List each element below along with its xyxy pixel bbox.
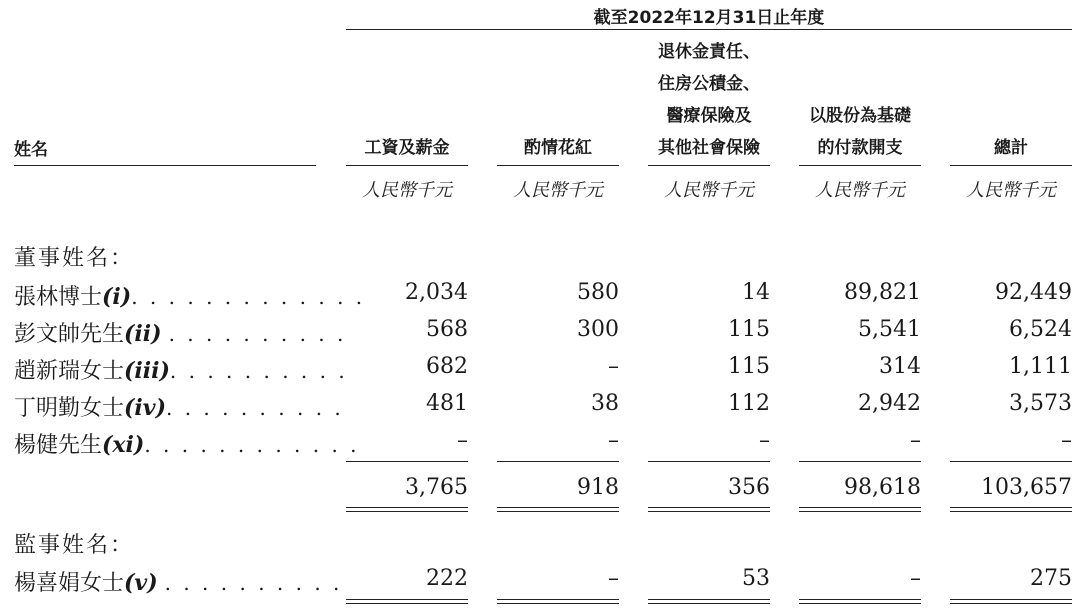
note-ref: (xi) xyxy=(102,432,145,458)
director-row-name xyxy=(14,428,360,459)
total-header-rule xyxy=(950,165,1072,166)
pension-column-header xyxy=(648,36,770,164)
pension-header-line-2: 住房公積金、 xyxy=(658,74,760,94)
bonus-cell: – xyxy=(608,566,619,591)
pension-cell: 115 xyxy=(728,354,770,379)
person-name: 張林博士 xyxy=(14,285,103,310)
bonus-cell: 580 xyxy=(577,280,619,305)
double-underline xyxy=(648,599,770,604)
salary-cell: 568 xyxy=(426,317,468,342)
total-cell: 92,449 xyxy=(995,280,1072,305)
note-ref: (i) xyxy=(102,284,132,310)
unit-label: 人民幣千元 xyxy=(815,180,905,201)
pension-header-line-3: 醫療保險及 xyxy=(666,106,752,126)
bonus-header-rule xyxy=(497,165,619,166)
bonus-cell: 38 xyxy=(591,391,619,416)
share-payment-column-header xyxy=(799,100,921,164)
salary-header-rule xyxy=(346,165,468,166)
subtotal-share-payment: 98,618 xyxy=(844,475,921,500)
subtotal-rule xyxy=(346,461,468,462)
double-underline xyxy=(497,599,619,604)
subtotal-rule xyxy=(799,461,921,462)
unit-label: 人民幣千元 xyxy=(513,180,603,201)
share-payment-header-line-1: 以股份為基礎 xyxy=(809,106,911,126)
pension-cell: 53 xyxy=(742,566,770,591)
double-underline xyxy=(799,599,921,604)
share-payment-cell: 314 xyxy=(879,354,921,379)
supervisor-row-name xyxy=(14,566,342,597)
unit-label: 人民幣千元 xyxy=(966,180,1056,201)
director-row-name xyxy=(14,354,348,385)
pension-cell: – xyxy=(759,428,770,453)
share-payment-cell: – xyxy=(910,428,921,453)
person-name: 趙新瑞女士 xyxy=(14,359,125,384)
dot-leader: . . . . . . . . . . xyxy=(165,396,344,420)
name-column-header: 姓名 xyxy=(14,140,48,160)
salary-cell: 222 xyxy=(426,566,468,591)
salary-cell: 2,034 xyxy=(405,280,468,305)
total-cell: 275 xyxy=(1030,566,1072,591)
person-name: 彭文帥先生 xyxy=(14,322,125,347)
double-underline xyxy=(950,507,1072,512)
salary-cell: 682 xyxy=(426,354,468,379)
subtotal-salary: 3,765 xyxy=(405,475,468,500)
note-ref: (iii) xyxy=(124,358,170,384)
pension-cell: 14 xyxy=(742,280,770,305)
total-cell: 3,573 xyxy=(1009,391,1072,416)
pension-header-line-4: 其他社會保險 xyxy=(658,138,760,158)
total-cell: – xyxy=(1061,428,1072,453)
subtotal-total: 103,657 xyxy=(981,475,1072,500)
person-name: 楊健先生 xyxy=(14,433,103,458)
person-name: 丁明勤女士 xyxy=(14,396,125,421)
share-payment-cell: – xyxy=(910,566,921,591)
subtotal-rule xyxy=(950,461,1072,462)
unit-label: 人民幣千元 xyxy=(664,180,754,201)
dot-leader: . . . . . . . . . . . . xyxy=(144,433,360,457)
director-row-name xyxy=(14,280,365,311)
dot-leader: . . . . . . . . . . . . . xyxy=(131,285,366,309)
pension-header-line-1: 退休金責任、 xyxy=(658,42,760,62)
bonus-cell: – xyxy=(608,428,619,453)
period-header: 截至2022年12月31日止年度 xyxy=(593,8,825,28)
double-underline xyxy=(799,507,921,512)
salary-cell: 481 xyxy=(426,391,468,416)
double-underline xyxy=(497,507,619,512)
period-rule xyxy=(346,29,1072,30)
note-ref: (ii) xyxy=(124,321,162,347)
bonus-column-header xyxy=(497,132,619,164)
bonus-cell: – xyxy=(608,354,619,379)
share-payment-cell: 5,541 xyxy=(858,317,921,342)
share-payment-cell: 89,821 xyxy=(844,280,921,305)
note-ref: (v) xyxy=(124,570,158,596)
total-cell: 1,111 xyxy=(1009,354,1072,379)
total-cell: 6,524 xyxy=(1009,317,1072,342)
total-column-header xyxy=(950,132,1072,164)
bonus-header-line: 酌情花紅 xyxy=(524,138,592,158)
directors-section-title: 董事姓名： xyxy=(14,246,135,271)
double-underline xyxy=(346,507,468,512)
share-payment-cell: 2,942 xyxy=(858,391,921,416)
name-column-rule xyxy=(14,165,316,166)
unit-label: 人民幣千元 xyxy=(362,180,452,201)
supervisors-section-title: 監事姓名： xyxy=(14,533,135,558)
double-underline xyxy=(950,599,1072,604)
dot-leader: . . . . . . . . . . xyxy=(169,359,348,383)
subtotal-rule xyxy=(648,461,770,462)
pension-cell: 112 xyxy=(728,391,770,416)
dot-leader: . . . . . . . . . . xyxy=(168,322,347,346)
salary-column-header xyxy=(346,132,468,164)
note-ref: (iv) xyxy=(124,395,166,421)
pension-cell: 115 xyxy=(728,317,770,342)
director-row-name xyxy=(14,317,346,348)
double-underline xyxy=(648,507,770,512)
total-header-line: 總計 xyxy=(994,138,1028,158)
director-row-name xyxy=(14,391,344,422)
subtotal-rule xyxy=(497,461,619,462)
subtotal-bonus: 918 xyxy=(577,475,619,500)
share-payment-header-rule xyxy=(799,165,921,166)
share-payment-header-line-2: 的付款開支 xyxy=(817,138,903,158)
bonus-cell: 300 xyxy=(577,317,619,342)
salary-cell: – xyxy=(457,428,468,453)
dot-leader: . . . . . . . . . . xyxy=(164,571,343,595)
person-name: 楊喜娟女士 xyxy=(14,571,125,596)
salary-header-line: 工資及薪金 xyxy=(364,138,450,158)
pension-header-rule xyxy=(648,165,770,166)
subtotal-pension: 356 xyxy=(728,475,770,500)
double-underline xyxy=(346,599,468,604)
